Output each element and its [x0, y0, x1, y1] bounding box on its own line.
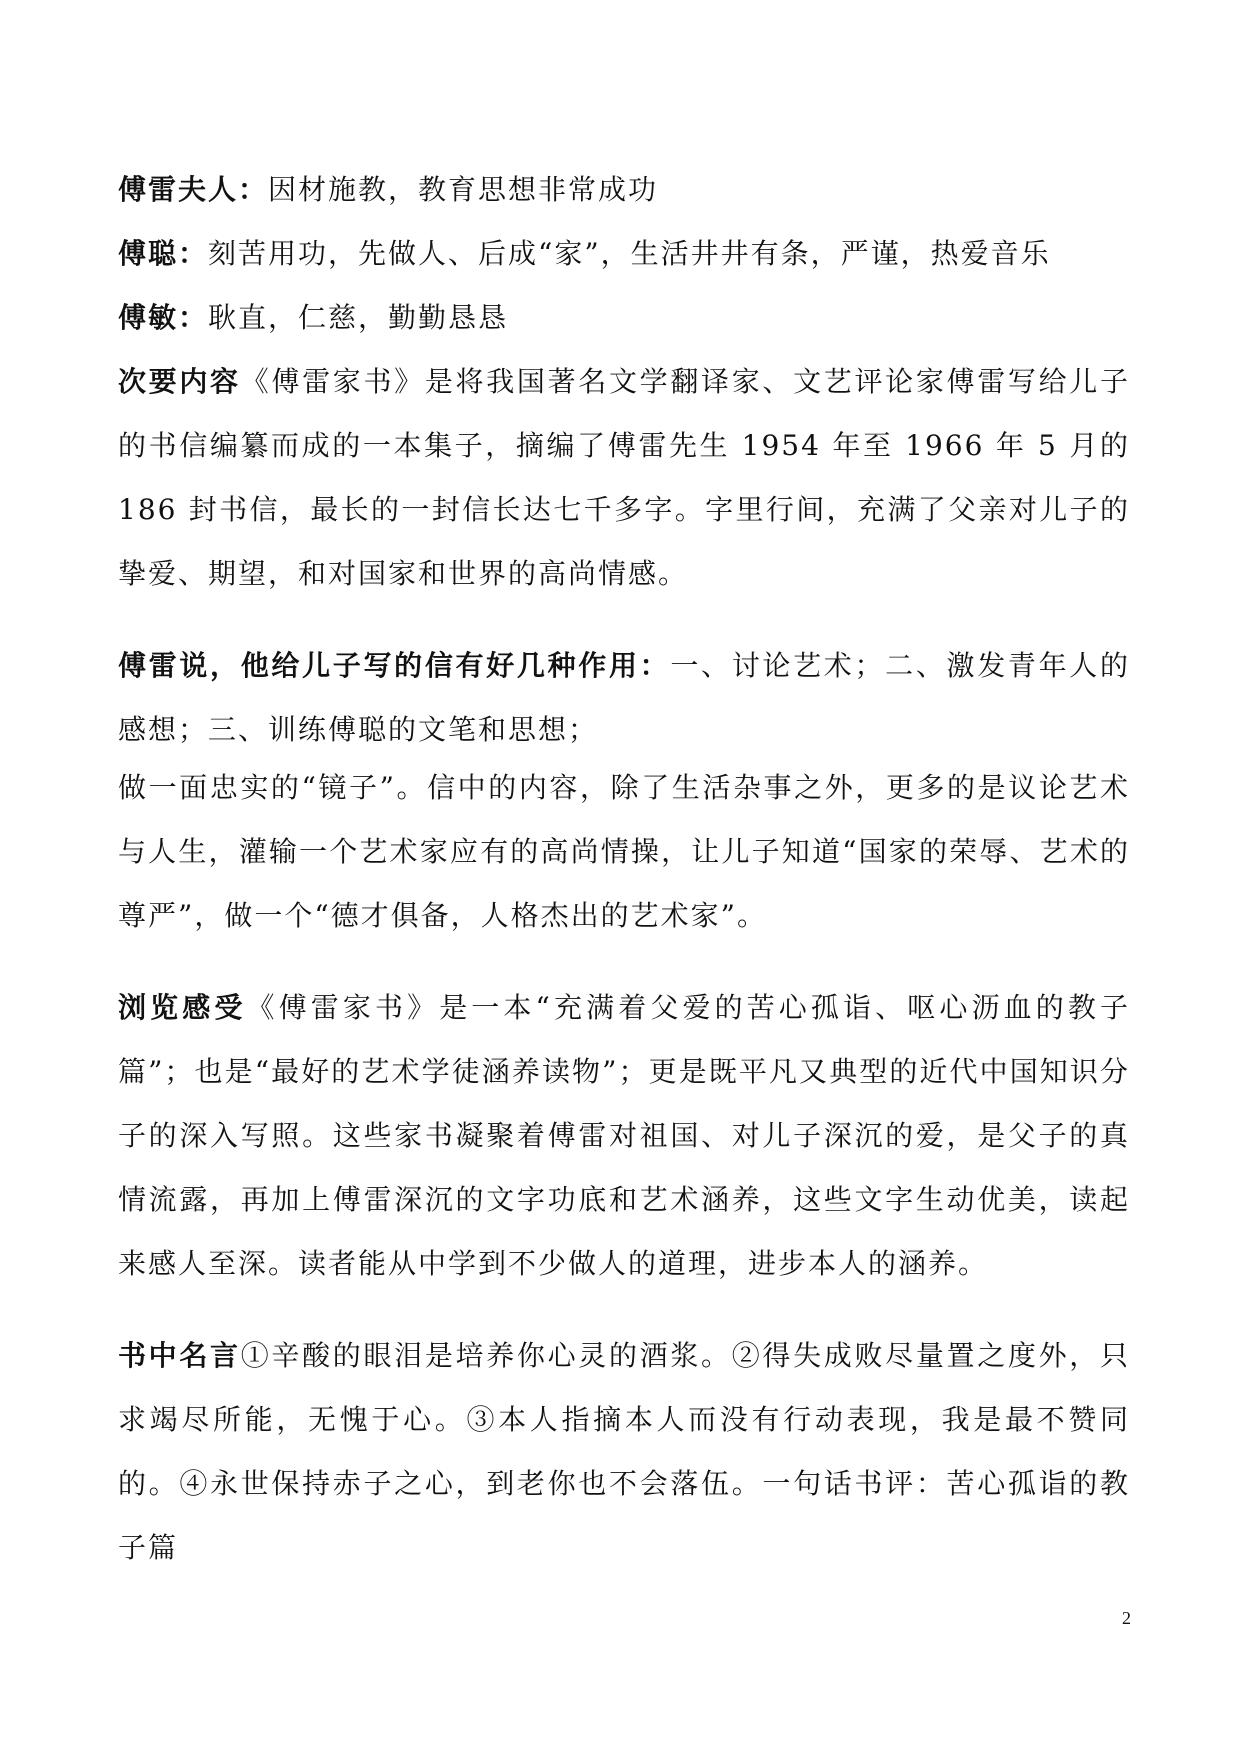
- paragraph-label: 书中名言: [118, 1339, 241, 1372]
- paragraph-text: 耿直，仁慈，勤勤恳恳: [208, 301, 509, 334]
- paragraph-text: 因材施教，教育思想非常成功: [268, 173, 659, 206]
- paragraph-text: 做一面忠实的“镜子”。信中的内容，除了生活杂事之外，更多的是议论艺术与人生，灌输一个艺术家应有的高尚情操，让儿子知道“国家的荣辱、艺术的尊严”，做一个“德才俱备，人格杰出的艺术家”。: [118, 771, 1130, 932]
- paragraph-fu-cong: [118, 222, 1130, 286]
- paragraph-main-content: [118, 350, 1130, 606]
- paragraph-famous-quotes: [118, 1324, 1130, 1580]
- paragraph-text: 刻苦用功，先做人、后成“家”，生活井井有条，严谨，热爱音乐: [208, 237, 1051, 270]
- paragraph-label: 傅敏：: [118, 301, 209, 334]
- paragraph-fu-min: [118, 286, 1130, 350]
- paragraph-label: 傅雷说，他给儿子写的信有好几种作用：: [118, 649, 671, 682]
- paragraph-text: 《傅雷家书》是将我国著名文学翻译家、文艺评论家傅雷写给儿子的书信编纂而成的一本集子，摘编了傅雷先生 1954 年至 1966 年 5 月的 186 封书信，最长的一封信长达七千多字。字里行间，充满了父亲对儿子的挚爱、期望，和对国家和世界的高尚情感。: [118, 365, 1130, 590]
- paragraph-letter-purposes: [118, 634, 1130, 762]
- paragraph-label: 傅雷夫人：: [118, 173, 269, 206]
- paragraph-text: ①辛酸的眼泪是培养你心灵的酒浆。②得失成败尽量置之度外，只求竭尽所能，无愧于心。③本人指摘本人而没有行动表现，我是最不赞同的。④永世保持赤子之心，到老你也不会落伍。一句话书评：苦心孤诣的教子篇: [118, 1339, 1130, 1564]
- paragraph-label: 傅聪：: [118, 237, 209, 270]
- paragraph-label: 浏览感受: [118, 991, 247, 1024]
- document-body: [118, 158, 1130, 1580]
- paragraph-text: 《傅雷家书》是一本“充满着父爱的苦心孤诣、呕心沥血的教子篇”；也是“最好的艺术学徒涵养读物”；更是既平凡又典型的近代中国知识分子的深入写照。这些家书凝聚着傅雷对祖国、对儿子深沉的爱，是父子的真情流露，再加上傅雷深沉的文字功底和艺术涵养，这些文字生动优美，读起来感人至深。读者能从中学到不少做人的道理，进步本人的涵养。: [118, 991, 1130, 1280]
- paragraph-reading-impressions: [118, 976, 1130, 1296]
- paragraph-madame-fu-lei: [118, 158, 1130, 222]
- paragraph-mirror: [118, 756, 1130, 948]
- paragraph-text: 一、讨论艺术；二、激发青年人的感想；三、训练傅聪的文笔和思想；: [118, 649, 1130, 746]
- page-number: 2: [1122, 1608, 1131, 1628]
- paragraph-label: 次要内容: [118, 365, 241, 398]
